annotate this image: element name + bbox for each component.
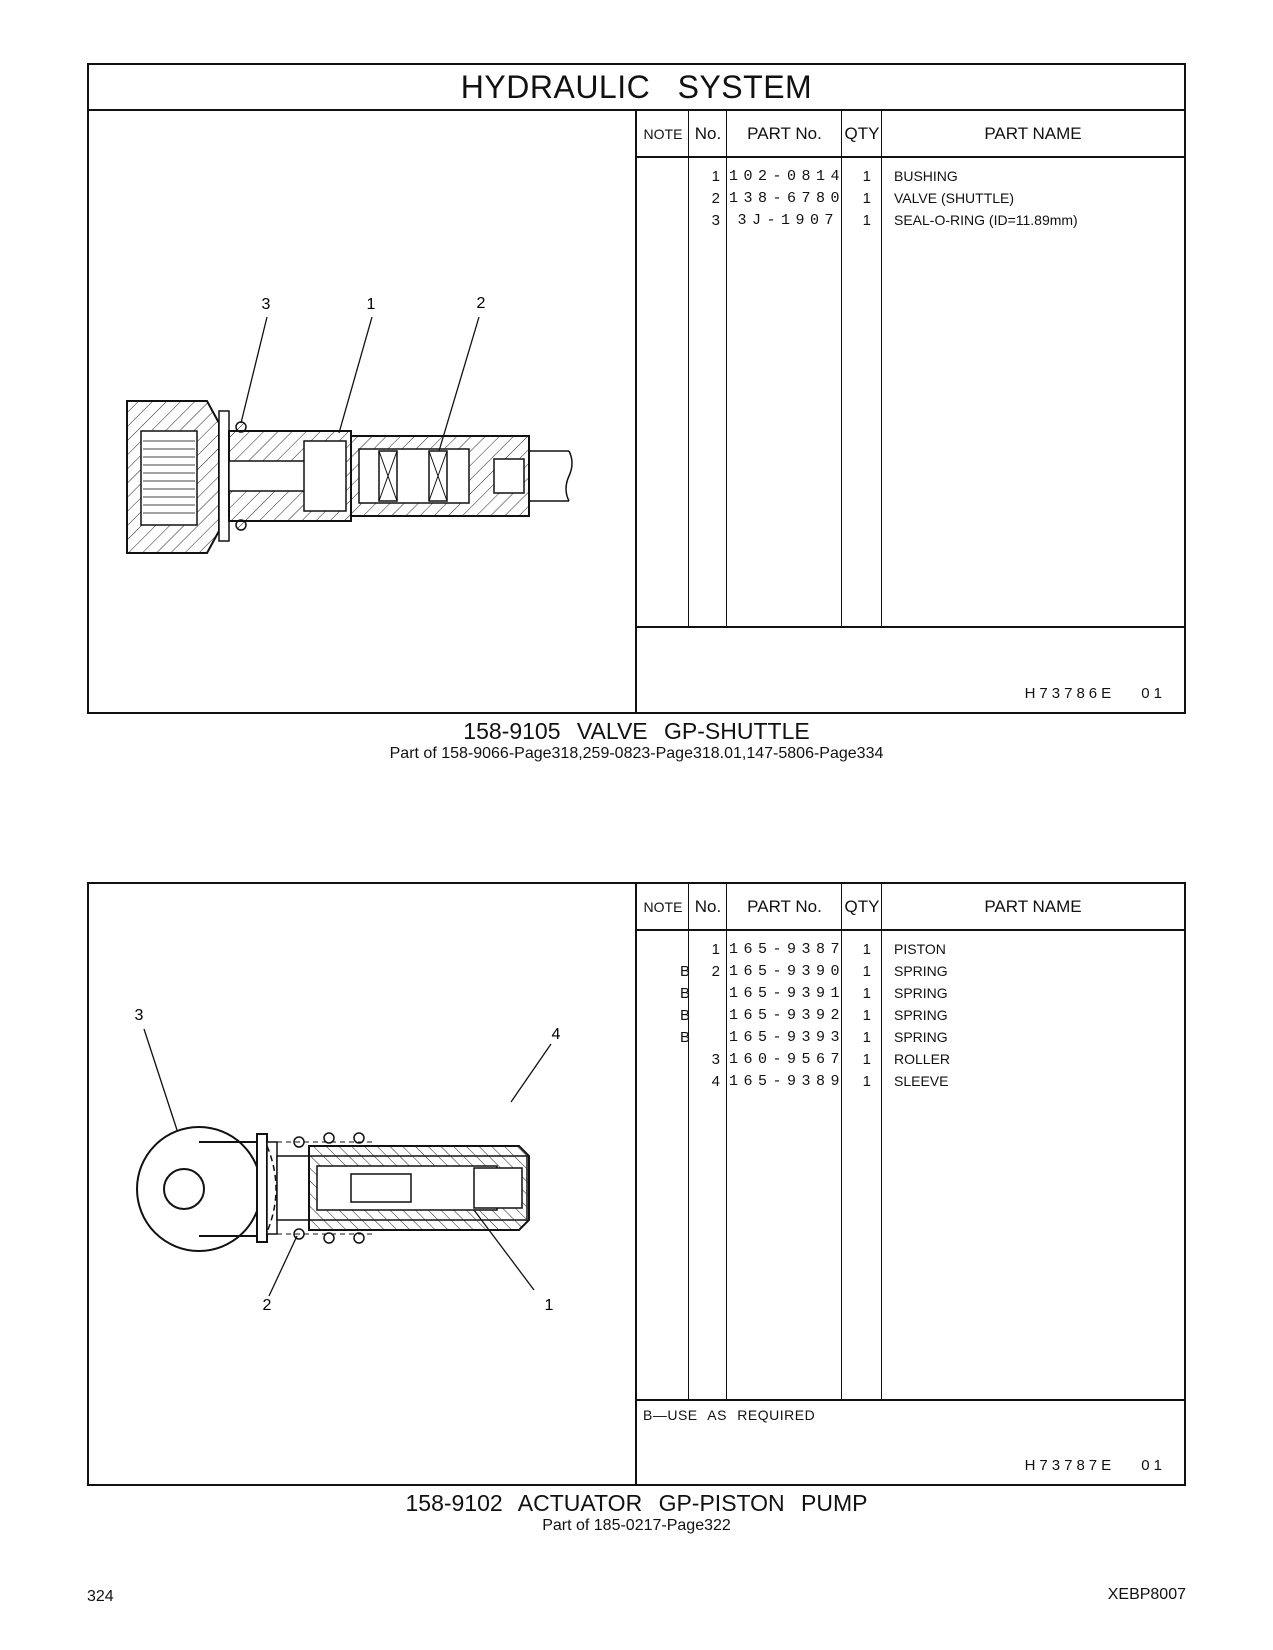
table-row: 1 102-0814 1 BUSHING xyxy=(711,168,958,185)
header-note: NOTE xyxy=(643,125,683,142)
group-subtitle: Part of 185-0217-Page322 xyxy=(542,1517,731,1534)
parts-panel-valve-shuttle xyxy=(87,63,1186,714)
table-row: B 2 165-9390 1 SPRING xyxy=(679,963,948,980)
group-caption xyxy=(0,1490,1273,1535)
table-header xyxy=(637,884,1184,931)
document-code: XEBP8007 xyxy=(1107,1586,1186,1603)
table-row: 3 3J-1907 1 SEAL-O-RING (ID=11.89mm) xyxy=(711,212,1078,229)
drawing-code: H73787E 01 xyxy=(1024,1457,1166,1474)
table-row: 1 165-9387 1 PISTON xyxy=(711,941,946,958)
callout-3: 3 xyxy=(261,296,271,313)
table-row: B 165-9392 1 SPRING xyxy=(679,1007,948,1024)
footer-note: B—USE AS REQUIRED xyxy=(643,1407,816,1423)
table-row: B 165-9391 1 SPRING xyxy=(679,985,948,1002)
table-row: B 165-9393 1 SPRING xyxy=(679,1029,948,1046)
callout-2: 2 xyxy=(476,295,486,312)
header-part-name: PART NAME xyxy=(984,123,1082,143)
actuator-drawing xyxy=(89,884,637,1484)
valve-shuttle-drawing xyxy=(89,111,637,712)
valve-shuttle-diagram xyxy=(89,111,637,712)
header-no: No. xyxy=(694,896,722,916)
header-qty: QTY xyxy=(844,123,880,143)
header-part-no: PART No. xyxy=(747,123,822,143)
table-row: 4 165-9389 1 SLEEVE xyxy=(711,1073,949,1090)
table-header xyxy=(637,111,1184,158)
callout-1: 1 xyxy=(544,1297,554,1314)
header-part-name: PART NAME xyxy=(984,896,1082,916)
callout-4: 4 xyxy=(551,1026,561,1043)
header-qty: QTY xyxy=(844,896,880,916)
group-title: 158-9105 VALVE GP-SHUTTLE xyxy=(463,718,810,744)
table-row: 3 160-9567 1 ROLLER xyxy=(711,1051,951,1068)
group-caption xyxy=(0,718,1273,763)
table-footer xyxy=(637,1399,1184,1484)
drawing-code: H73786E 01 xyxy=(1024,685,1166,702)
header-part-no: PART No. xyxy=(747,896,822,916)
header-no: No. xyxy=(694,123,722,143)
page-number: 324 xyxy=(87,1588,114,1605)
parts-table xyxy=(635,884,1184,1484)
group-subtitle: Part of 158-9066-Page318,259-0823-Page318.01,147-5806-Page334 xyxy=(389,745,884,762)
callout-1: 1 xyxy=(366,296,376,313)
callout-3: 3 xyxy=(134,1007,144,1024)
table-footer xyxy=(637,626,1184,712)
parts-table xyxy=(635,111,1184,712)
callout-2: 2 xyxy=(262,1297,272,1314)
parts-panel-actuator-piston-pump xyxy=(87,882,1186,1486)
group-title: 158-9102 ACTUATOR GP-PISTON PUMP xyxy=(405,1490,868,1516)
actuator-diagram xyxy=(89,884,637,1484)
table-row: 2 138-6780 1 VALVE (SHUTTLE) xyxy=(711,190,1015,207)
header-note: NOTE xyxy=(643,898,683,915)
section-title: HYDRAULIC SYSTEM xyxy=(89,65,1184,111)
